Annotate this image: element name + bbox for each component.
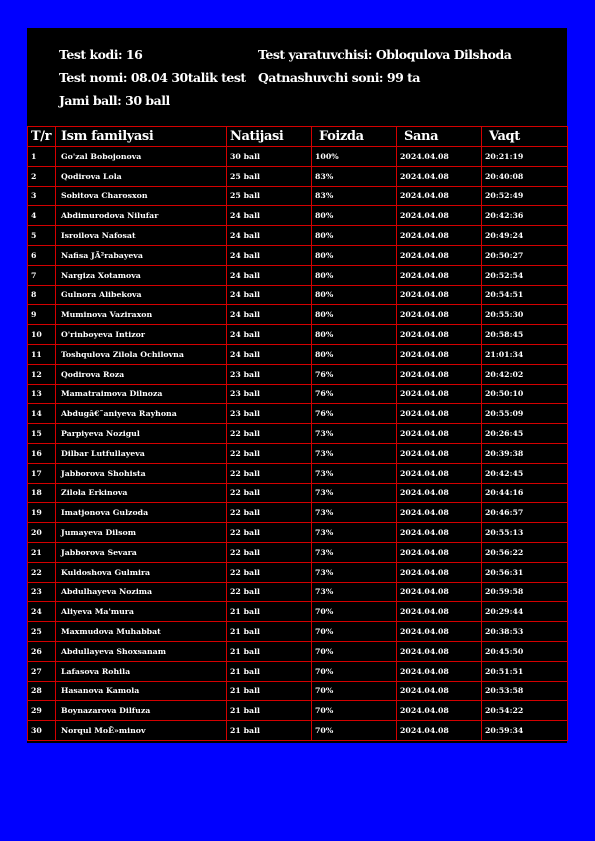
- cell-full-name: Nargiza Xotamova: [56, 265, 227, 285]
- cell-result: 24 ball: [227, 206, 312, 226]
- cell-row-number: 18: [28, 483, 56, 503]
- cell-percent: 80%: [312, 325, 397, 345]
- cell-full-name: Sobitova Charosxon: [56, 186, 227, 206]
- table-row: [28, 582, 568, 602]
- cell-date: 2024.04.08: [397, 384, 482, 404]
- cell-time: 20:53:58: [482, 681, 568, 701]
- cell-row-number: 6: [28, 245, 56, 265]
- cell-row-number: 4: [28, 206, 56, 226]
- cell-date: 2024.04.08: [397, 226, 482, 246]
- cell-date: 2024.04.08: [397, 681, 482, 701]
- table-row: [28, 305, 568, 325]
- cell-time: 20:42:36: [482, 206, 568, 226]
- cell-row-number: 12: [28, 364, 56, 384]
- cell-date: 2024.04.08: [397, 325, 482, 345]
- cell-row-number: 28: [28, 681, 56, 701]
- table-header-row: [28, 127, 568, 147]
- table-row: [28, 186, 568, 206]
- cell-time: 20:40:08: [482, 166, 568, 186]
- cell-percent: 76%: [312, 364, 397, 384]
- header-result: Natijasi: [227, 127, 312, 147]
- cell-full-name: Maxmudova Muhabbat: [56, 622, 227, 642]
- table-row: [28, 206, 568, 226]
- cell-result: 22 ball: [227, 542, 312, 562]
- cell-result: 21 ball: [227, 701, 312, 721]
- cell-date: 2024.04.08: [397, 443, 482, 463]
- table-row: [28, 641, 568, 661]
- cell-full-name: Jabborova Sevara: [56, 542, 227, 562]
- cell-result: 22 ball: [227, 463, 312, 483]
- cell-row-number: 30: [28, 721, 56, 741]
- cell-date: 2024.04.08: [397, 245, 482, 265]
- table-row: [28, 523, 568, 543]
- cell-time: 20:50:27: [482, 245, 568, 265]
- cell-result: 25 ball: [227, 186, 312, 206]
- cell-percent: 70%: [312, 681, 397, 701]
- cell-full-name: Mamatraimova Dilnoza: [56, 384, 227, 404]
- table-row: [28, 285, 568, 305]
- cell-date: 2024.04.08: [397, 147, 482, 167]
- cell-result: 22 ball: [227, 483, 312, 503]
- cell-full-name: Abdullayeva Shoxsanam: [56, 641, 227, 661]
- cell-percent: 70%: [312, 622, 397, 642]
- cell-date: 2024.04.08: [397, 364, 482, 384]
- table-row: [28, 384, 568, 404]
- cell-date: 2024.04.08: [397, 641, 482, 661]
- cell-percent: 80%: [312, 344, 397, 364]
- cell-full-name: Qodirova Lola: [56, 166, 227, 186]
- cell-percent: 80%: [312, 305, 397, 325]
- cell-time: 20:52:54: [482, 265, 568, 285]
- cell-percent: 83%: [312, 186, 397, 206]
- cell-date: 2024.04.08: [397, 721, 482, 741]
- cell-result: 24 ball: [227, 245, 312, 265]
- cell-percent: 70%: [312, 701, 397, 721]
- table-row: [28, 325, 568, 345]
- cell-time: 20:45:50: [482, 641, 568, 661]
- cell-time: 20:42:45: [482, 463, 568, 483]
- cell-percent: 73%: [312, 582, 397, 602]
- table-row: [28, 602, 568, 622]
- cell-full-name: Isroilova Nafosat: [56, 226, 227, 246]
- table-row: [28, 166, 568, 186]
- table-row: [28, 701, 568, 721]
- cell-row-number: 21: [28, 542, 56, 562]
- cell-percent: 73%: [312, 424, 397, 444]
- cell-row-number: 9: [28, 305, 56, 325]
- cell-date: 2024.04.08: [397, 344, 482, 364]
- cell-date: 2024.04.08: [397, 542, 482, 562]
- cell-time: 20:26:45: [482, 424, 568, 444]
- cell-time: 20:51:51: [482, 661, 568, 681]
- cell-result: 21 ball: [227, 641, 312, 661]
- cell-time: 20:42:02: [482, 364, 568, 384]
- cell-row-number: 3: [28, 186, 56, 206]
- cell-date: 2024.04.08: [397, 602, 482, 622]
- cell-time: 20:55:09: [482, 404, 568, 424]
- cell-result: 25 ball: [227, 166, 312, 186]
- cell-date: 2024.04.08: [397, 285, 482, 305]
- cell-row-number: 16: [28, 443, 56, 463]
- cell-time: 20:59:34: [482, 721, 568, 741]
- cell-full-name: Muminova Vaziraxon: [56, 305, 227, 325]
- cell-result: 21 ball: [227, 622, 312, 642]
- cell-date: 2024.04.08: [397, 661, 482, 681]
- cell-date: 2024.04.08: [397, 265, 482, 285]
- table-row: [28, 681, 568, 701]
- cell-full-name: Jabborova Shohista: [56, 463, 227, 483]
- cell-time: 20:29:44: [482, 602, 568, 622]
- cell-percent: 70%: [312, 661, 397, 681]
- cell-percent: 70%: [312, 721, 397, 741]
- cell-date: 2024.04.08: [397, 523, 482, 543]
- cell-result: 21 ball: [227, 681, 312, 701]
- cell-time: 20:46:57: [482, 503, 568, 523]
- cell-result: 21 ball: [227, 661, 312, 681]
- cell-full-name: Toshqulova Zilola Ochilovna: [56, 344, 227, 364]
- cell-result: 21 ball: [227, 602, 312, 622]
- cell-percent: 73%: [312, 523, 397, 543]
- cell-time: 20:55:30: [482, 305, 568, 325]
- cell-row-number: 26: [28, 641, 56, 661]
- cell-time: 20:55:13: [482, 523, 568, 543]
- cell-date: 2024.04.08: [397, 562, 482, 582]
- header-time: Vaqt: [482, 127, 568, 147]
- cell-percent: 80%: [312, 265, 397, 285]
- cell-row-number: 11: [28, 344, 56, 364]
- cell-full-name: Parpiyeva Nozigul: [56, 424, 227, 444]
- cell-time: 20:49:24: [482, 226, 568, 246]
- table-row: [28, 503, 568, 523]
- table-row: [28, 344, 568, 364]
- results-body: [28, 147, 568, 741]
- table-row: [28, 483, 568, 503]
- test-name: Test nomi: 08.04 30talik test: [59, 70, 246, 85]
- cell-result: 24 ball: [227, 344, 312, 364]
- cell-full-name: Gulnora Alibekova: [56, 285, 227, 305]
- cell-row-number: 22: [28, 562, 56, 582]
- cell-row-number: 7: [28, 265, 56, 285]
- cell-result: 24 ball: [227, 325, 312, 345]
- cell-date: 2024.04.08: [397, 166, 482, 186]
- cell-result: 22 ball: [227, 424, 312, 444]
- cell-date: 2024.04.08: [397, 463, 482, 483]
- results-table: [27, 126, 568, 741]
- cell-full-name: Zilola Erkinova: [56, 483, 227, 503]
- cell-percent: 76%: [312, 384, 397, 404]
- cell-row-number: 20: [28, 523, 56, 543]
- test-code: Test kodi: 16: [59, 47, 143, 62]
- cell-full-name: Qodirova Roza: [56, 364, 227, 384]
- cell-percent: 73%: [312, 463, 397, 483]
- cell-percent: 73%: [312, 503, 397, 523]
- cell-percent: 73%: [312, 562, 397, 582]
- cell-time: 20:50:10: [482, 384, 568, 404]
- cell-row-number: 5: [28, 226, 56, 246]
- cell-row-number: 14: [28, 404, 56, 424]
- participant-count: Qatnashuvchi soni: 99 ta: [258, 70, 421, 85]
- results-sheet: [27, 28, 567, 743]
- cell-row-number: 23: [28, 582, 56, 602]
- cell-full-name: O'rinboyeva Intizor: [56, 325, 227, 345]
- table-row: [28, 443, 568, 463]
- cell-row-number: 27: [28, 661, 56, 681]
- cell-full-name: Norqul MoÊ»minov: [56, 721, 227, 741]
- cell-full-name: Jumayeva Dilsom: [56, 523, 227, 543]
- cell-percent: 70%: [312, 641, 397, 661]
- cell-full-name: Dilbar Lutfullayeva: [56, 443, 227, 463]
- table-row: [28, 661, 568, 681]
- cell-full-name: Hasanova Kamola: [56, 681, 227, 701]
- cell-result: 21 ball: [227, 721, 312, 741]
- cell-time: 20:58:45: [482, 325, 568, 345]
- table-row: [28, 424, 568, 444]
- table-row: [28, 542, 568, 562]
- cell-date: 2024.04.08: [397, 503, 482, 523]
- cell-result: 30 ball: [227, 147, 312, 167]
- cell-time: 20:38:53: [482, 622, 568, 642]
- cell-row-number: 29: [28, 701, 56, 721]
- table-row: [28, 622, 568, 642]
- cell-row-number: 1: [28, 147, 56, 167]
- cell-result: 24 ball: [227, 226, 312, 246]
- cell-date: 2024.04.08: [397, 404, 482, 424]
- cell-time: 20:44:16: [482, 483, 568, 503]
- table-row: [28, 226, 568, 246]
- cell-row-number: 17: [28, 463, 56, 483]
- cell-percent: 100%: [312, 147, 397, 167]
- test-info-header: [27, 28, 567, 126]
- cell-row-number: 10: [28, 325, 56, 345]
- cell-result: 22 ball: [227, 503, 312, 523]
- cell-percent: 80%: [312, 285, 397, 305]
- cell-full-name: Boynazarova Dilfuza: [56, 701, 227, 721]
- header-percent: Foizda: [312, 127, 397, 147]
- cell-date: 2024.04.08: [397, 582, 482, 602]
- table-row: [28, 404, 568, 424]
- cell-percent: 80%: [312, 245, 397, 265]
- cell-result: 24 ball: [227, 285, 312, 305]
- cell-result: 23 ball: [227, 404, 312, 424]
- cell-time: 20:59:58: [482, 582, 568, 602]
- cell-row-number: 24: [28, 602, 56, 622]
- cell-percent: 80%: [312, 226, 397, 246]
- table-row: [28, 721, 568, 741]
- cell-full-name: Abdimurodova Nilufar: [56, 206, 227, 226]
- cell-result: 22 ball: [227, 443, 312, 463]
- cell-percent: 73%: [312, 483, 397, 503]
- table-row: [28, 562, 568, 582]
- cell-result: 23 ball: [227, 364, 312, 384]
- cell-full-name: Aliyeva Ma'mura: [56, 602, 227, 622]
- cell-date: 2024.04.08: [397, 186, 482, 206]
- table-row: [28, 463, 568, 483]
- cell-percent: 76%: [312, 404, 397, 424]
- cell-row-number: 15: [28, 424, 56, 444]
- cell-full-name: Go'zal Bobojonova: [56, 147, 227, 167]
- cell-time: 20:56:31: [482, 562, 568, 582]
- total-score: Jami ball: 30 ball: [59, 93, 170, 108]
- table-row: [28, 364, 568, 384]
- cell-percent: 70%: [312, 602, 397, 622]
- cell-date: 2024.04.08: [397, 701, 482, 721]
- cell-percent: 80%: [312, 206, 397, 226]
- cell-percent: 73%: [312, 542, 397, 562]
- table-row: [28, 147, 568, 167]
- cell-time: 20:54:51: [482, 285, 568, 305]
- cell-time: 21:01:34: [482, 344, 568, 364]
- cell-date: 2024.04.08: [397, 483, 482, 503]
- cell-result: 22 ball: [227, 582, 312, 602]
- cell-row-number: 25: [28, 622, 56, 642]
- cell-full-name: Kuldoshova Gulmira: [56, 562, 227, 582]
- header-full-name: Ism familyasi: [56, 127, 227, 147]
- header-date: Sana: [397, 127, 482, 147]
- cell-row-number: 2: [28, 166, 56, 186]
- header-number: T/r: [28, 127, 56, 147]
- cell-full-name: Abdugâ€˜aniyeva Rayhona: [56, 404, 227, 424]
- cell-full-name: Abdulhayeva Nozima: [56, 582, 227, 602]
- table-row: [28, 245, 568, 265]
- cell-row-number: 19: [28, 503, 56, 523]
- cell-row-number: 8: [28, 285, 56, 305]
- cell-row-number: 13: [28, 384, 56, 404]
- cell-percent: 73%: [312, 443, 397, 463]
- cell-time: 20:54:22: [482, 701, 568, 721]
- test-creator: Test yaratuvchisi: Obloqulova Dilshoda: [258, 47, 512, 62]
- cell-date: 2024.04.08: [397, 305, 482, 325]
- cell-result: 23 ball: [227, 384, 312, 404]
- cell-result: 22 ball: [227, 562, 312, 582]
- cell-date: 2024.04.08: [397, 206, 482, 226]
- cell-date: 2024.04.08: [397, 622, 482, 642]
- cell-result: 24 ball: [227, 305, 312, 325]
- cell-percent: 83%: [312, 166, 397, 186]
- cell-time: 20:56:22: [482, 542, 568, 562]
- cell-result: 24 ball: [227, 265, 312, 285]
- cell-date: 2024.04.08: [397, 424, 482, 444]
- cell-full-name: Nafisa JÃ²rabayeva: [56, 245, 227, 265]
- cell-full-name: Lafasova Rohila: [56, 661, 227, 681]
- cell-result: 22 ball: [227, 523, 312, 543]
- cell-time: 20:52:49: [482, 186, 568, 206]
- cell-full-name: Imatjonova Gulzoda: [56, 503, 227, 523]
- cell-time: 20:21:19: [482, 147, 568, 167]
- table-row: [28, 265, 568, 285]
- cell-time: 20:39:38: [482, 443, 568, 463]
